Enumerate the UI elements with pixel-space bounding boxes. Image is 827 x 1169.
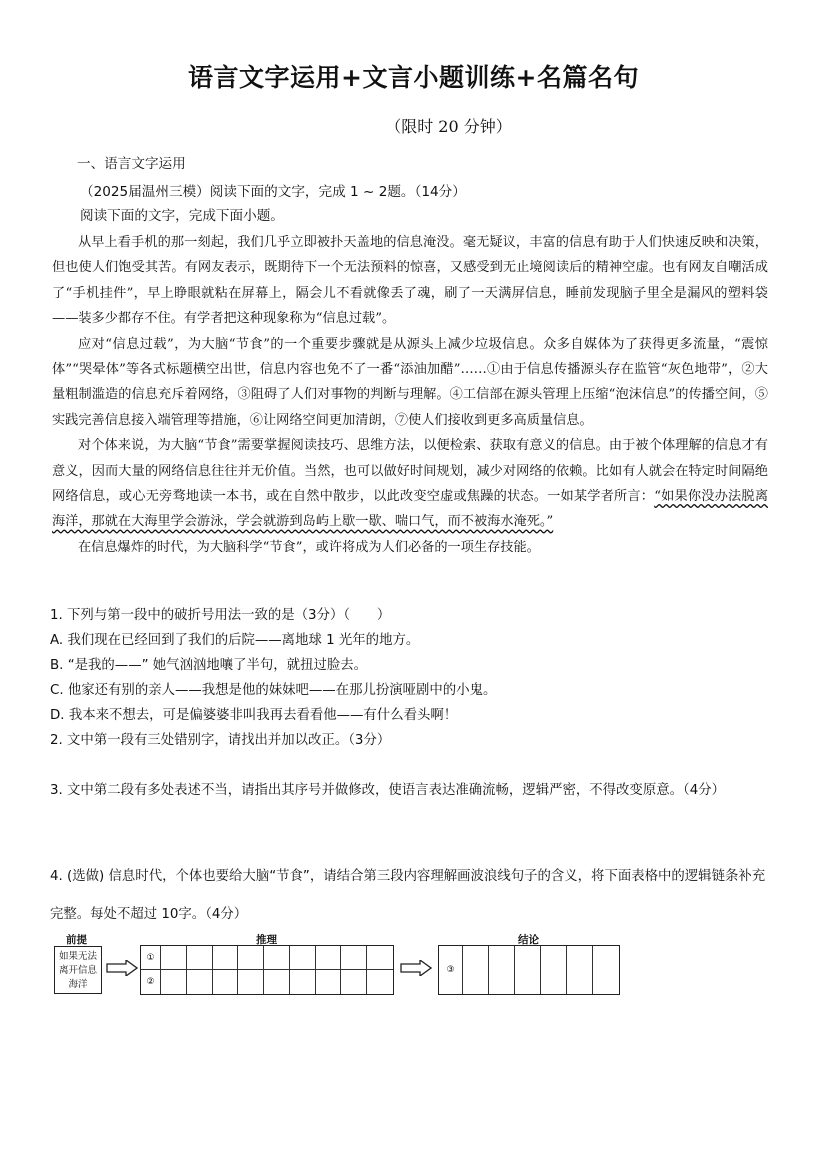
answer-cell[interactable] (187, 946, 213, 970)
page-title: 语言文字运用+文言小题训练+名篇名句 (188, 63, 639, 92)
answer-cell[interactable] (264, 970, 290, 994)
answer-cell[interactable] (541, 946, 567, 994)
answer-cell[interactable] (316, 946, 342, 970)
wavy-underlined-sentence: “如果你没办法脱离海洋，那就在大海里学会游泳，学会就游到岛屿上歇一歇、喘口气，而不被海水淹死。” (52, 489, 769, 530)
passage-paragraph-4: 在信息爆炸的时代，为大脑科学“节食”，或许将成为人们必备的一项生存技能。 (78, 539, 540, 555)
answer-cell[interactable] (489, 946, 515, 994)
answer-cell[interactable] (264, 946, 290, 970)
conclusion-grid (438, 945, 620, 995)
premise-label: 前提 (66, 934, 87, 946)
reasoning-label: 推理 (256, 934, 277, 946)
section-heading: 一、语言文字运用 (77, 156, 186, 172)
answer-cell[interactable] (161, 946, 187, 970)
option-c: C. 他家还有别的亲人——我想是他的妹妹吧——在那儿扮演哑剧中的小鬼。 (50, 683, 497, 698)
passage-paragraph-3 (52, 433, 768, 535)
answer-cell[interactable] (593, 946, 619, 994)
answer-cell[interactable] (187, 970, 213, 994)
row-marker-3: ③ (439, 946, 463, 994)
passage-paragraph-1: 从早上看手机的那一刻起，我们几乎立即被扑天盖地的信息淹没。毫无疑议，丰富的信息有助于人们快速反映和决策，但也使人们饱受其苦。有网友表示，既期待下一个无法预料的惊喜，又感受到无止境阅读后的精神空虚。也有网友自嘲活成了“手机挂件”，早上睁眼就粘在屏幕上，隔会儿不看就像丢了魂，刷了一天满屏信息，睡前发现脑子里全是漏风的塑料袋——装多少都存不住。有学者把这种现象称为“信息过载”。 (52, 235, 768, 327)
time-limit: （限时 20 分钟） (385, 117, 512, 136)
question-1: 1. 下列与第一段中的破折号用法一致的是（3分）（ ） (50, 608, 391, 623)
passage-paragraph-2: 应对“信息过载”，为大脑“节食”的一个重要步骤就是从源头上减少垃圾信息。众多自媒体为了获得更多流量，“震惊体”“哭晕体”等各式标题横空出世，信息内容也免不了一番“添油加醋”……①由于信息传播源头存在监管“灰色地带”，②大量粗制滥造的信息充斥着网络，③阻碍了人们对事物的判断与理解。④工信部在源头管理上压缩“泡沫信息”的传播空间，⑤实践完善信息接入端管理等措施，⑥让网络空间更加清朗，⑦使人们接收到更多高质量信息。 (52, 336, 768, 428)
arrow-right-icon (400, 960, 432, 976)
answer-cell[interactable] (161, 970, 187, 994)
answer-cell[interactable] (367, 970, 393, 994)
reasoning-grid (140, 945, 394, 995)
answer-cell[interactable] (290, 970, 316, 994)
paragraph-3-text: 对个体来说，为大脑“节食”需要掌握阅读技巧、思维方法，以便检索、获取有意义的信息。由于被个体理解的信息才有意义，因而大量的网络信息往往并无价值。当然，也可以做好时间规划，减少对网络的依赖。比如有人就会在特定时间隔绝网络信息，或心无旁骛地读一本书，或在自然中散步，以此改变空虚或焦躁的状态。一如某学者所言： (52, 438, 768, 505)
option-b: B. “是我的——” 她气汹汹地嚷了半句，就扭过脸去。 (50, 658, 368, 673)
option-a: A. 我们现在已经回到了我们的后院——离地球 1 光年的地方。 (50, 633, 420, 648)
answer-cell[interactable] (367, 946, 393, 970)
answer-cell[interactable] (316, 970, 342, 994)
answer-cell[interactable] (238, 946, 264, 970)
answer-cell[interactable] (290, 946, 316, 970)
question-3: 3. 文中第二段有多处表述不当，请指出其序号并做修改，使语言表达准确流畅，逻辑严密，不得改变原意。（4分） (50, 783, 725, 798)
logic-chain-diagram (52, 932, 622, 998)
answer-cell[interactable] (238, 970, 264, 994)
answer-cell[interactable] (515, 946, 541, 994)
answer-cell[interactable] (463, 946, 489, 994)
answer-cell[interactable] (567, 946, 593, 994)
answer-cell[interactable] (341, 970, 367, 994)
instruction: 阅读下面的文字，完成下面小题。 (80, 208, 284, 224)
row-marker-1: ① (141, 946, 161, 970)
premise-box: 如果无法离开信息海洋 (54, 946, 102, 994)
answer-cell[interactable] (213, 946, 239, 970)
reading-passage (52, 230, 768, 560)
answer-cell[interactable] (341, 946, 367, 970)
answer-cell[interactable] (213, 970, 239, 994)
option-d: D. 我本来不想去，可是偏婆婆非叫我再去看看他——有什么看头啊！ (50, 708, 458, 723)
row-marker-2: ② (141, 970, 161, 994)
question-4: 4. (选做) 信息时代，个体也要给大脑“节食”，请结合第三段内容理解画波浪线句子的含义，将下面表格中的逻辑链条补充完整。每处不超过 10字。（4分） (50, 869, 766, 922)
question-source: （2025届温州三模）阅读下面的文字，完成 1 ~ 2题。（14分） (80, 184, 466, 200)
question-2: 2. 文中第一段有三处错别字，请找出并加以改正。（3分） (50, 733, 391, 748)
question-1-block (50, 603, 770, 753)
conclusion-label: 结论 (518, 934, 539, 946)
arrow-right-icon (106, 960, 138, 976)
